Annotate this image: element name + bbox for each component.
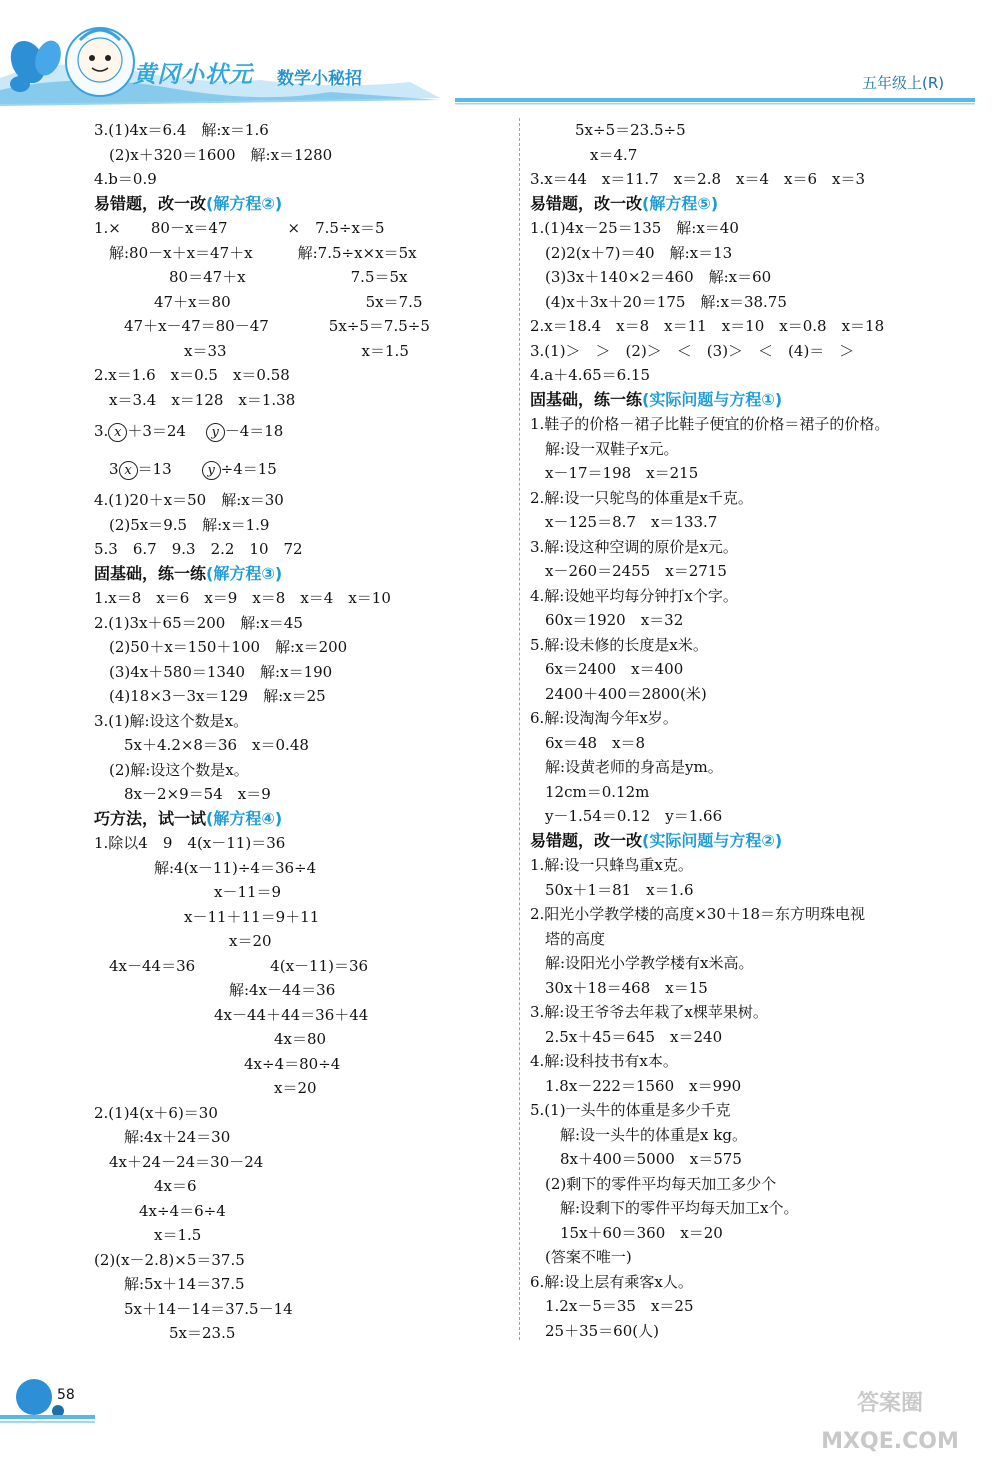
- answer-line: 47＋x－47＝80－47 5x÷5＝7.5÷5: [94, 317, 430, 335]
- section-heading: [94, 192, 514, 217]
- answer-text: －4＝18: [224, 422, 284, 440]
- answer-line: 3.(1)4x＝6.4 解:x＝1.6: [94, 121, 269, 139]
- answer-line: 2.5x＋45＝645 x＝240: [530, 1027, 723, 1046]
- section-heading-tag: (解方程⑤): [642, 193, 719, 213]
- answer-line: 4.解:设科技书有x本。: [530, 1052, 678, 1070]
- answer-line: x＝20: [94, 932, 272, 950]
- answer-line: 塔的高度: [530, 929, 606, 948]
- answer-line: 6.解:设淘淘今年x岁。: [530, 709, 678, 727]
- section-heading-text: 固基础，练一练: [530, 389, 643, 409]
- answer-line: 4x÷4＝80÷4: [94, 1054, 341, 1073]
- answer-line: (3)3x＋140×2＝460 解:x＝60: [530, 268, 772, 286]
- answer-line: 5x＋4.2×8＝36 x＝0.48: [94, 736, 309, 754]
- answer-line: 3.解:设王爷爷去年栽了x棵苹果树。: [530, 1003, 768, 1021]
- answer-line: x＝33 x＝1.5: [94, 341, 409, 360]
- section-heading-text: 巧方法，试一试: [94, 808, 207, 828]
- section-heading-tag: (解方程②): [206, 193, 283, 213]
- page-footer: [0, 1375, 1000, 1468]
- answer-line: 3.解:设这种空调的原价是x元。: [530, 537, 738, 556]
- answer-line: (4)x＋3x＋20＝175 解:x＝38.75: [530, 292, 787, 311]
- answer-line: 4x÷4＝6÷4: [94, 1201, 226, 1220]
- answer-line: x－11＝9: [94, 883, 282, 901]
- answer-line: (答案不唯一): [530, 1248, 632, 1266]
- answer-line: 47＋x＝80 5x＝7.5: [94, 292, 423, 311]
- answer-line: 6.解:设上层有乘客x人。: [530, 1272, 693, 1291]
- answer-line: 15x＋60＝360 x＝20: [530, 1223, 723, 1242]
- answer-line: 3.(1)解:设这个数是x。: [94, 711, 249, 730]
- answer-line: (2)x＋320＝1600 解:x＝1280: [94, 145, 333, 164]
- grade-label: 五年级上(R): [862, 74, 945, 92]
- answer-line: 1.除以4 9 4(x－11)＝36: [94, 834, 286, 852]
- answer-line: [94, 412, 514, 450]
- answer-line: 4x＋24－24＝30－24: [94, 1152, 264, 1171]
- answer-line: 2400＋400＝2800(米): [530, 684, 707, 703]
- section-heading-text: 易错题，改一改: [530, 193, 643, 213]
- answer-line: x＝3.4 x＝128 x＝1.38: [94, 390, 296, 409]
- answer-line: 2.x＝1.6 x＝0.5 x＝0.58: [94, 366, 290, 384]
- column-divider: [519, 118, 520, 1340]
- answer-line: 4.a＋4.65＝6.15: [530, 366, 651, 384]
- answer-line: 解:设黄老师的身高是ym。: [530, 758, 723, 776]
- answer-line: 1.8x－222＝1560 x＝990: [530, 1076, 742, 1095]
- answer-line: 4.b＝0.9: [94, 170, 157, 188]
- answer-line: 5x＋14－14＝37.5－14: [94, 1299, 293, 1318]
- answer-line: 4x－44＝36 4(x－11)＝36: [94, 956, 369, 975]
- section-heading-text: 易错题，改一改: [530, 830, 643, 850]
- answer-line: 解:4(x－11)÷4＝36÷4: [94, 858, 317, 877]
- answer-line: 2.解:设一只鸵鸟的体重是x千克。: [530, 488, 753, 507]
- circled-variable: x: [119, 461, 138, 480]
- answer-line: (2)剩下的零件平均每天加工多少个: [530, 1174, 777, 1193]
- answer-line: 5x＝23.5: [94, 1324, 236, 1342]
- answer-line: (3)4x＋580＝1340 解:x＝190: [94, 662, 333, 681]
- answer-line: 5.(1)一头牛的体重是多少千克: [530, 1101, 731, 1119]
- left-column: [94, 118, 514, 1346]
- brand-subtitle: 数学小秘招: [277, 69, 362, 89]
- brand-title: 黄冈小状元: [133, 62, 253, 88]
- answer-text: ＝13: [137, 460, 202, 478]
- answer-line: 60x＝1920 x＝32: [530, 611, 684, 629]
- answer-line: x－17＝198 x＝215: [530, 464, 699, 482]
- section-heading-text: 易错题，改一改: [94, 193, 207, 213]
- answer-line: 1.× 80－x＝47 × 7.5÷x＝5: [94, 219, 385, 237]
- answer-line: 4x＝6: [94, 1177, 197, 1195]
- answer-text: ＋3＝24: [127, 422, 206, 440]
- answer-line: 5.3 6.7 9.3 2.2 10 72: [94, 540, 303, 558]
- answer-line: 4x－44＋44＝36＋44: [94, 1005, 369, 1024]
- answer-line: 2.x＝18.4 x＝8 x＝11 x＝10 x＝0.8 x＝18: [530, 317, 885, 335]
- answer-line: x－260＝2455 x＝2715: [530, 562, 727, 580]
- answer-line: y－1.54＝0.12 y＝1.66: [530, 807, 723, 825]
- circled-variable: x: [108, 423, 127, 442]
- answer-line: 解:4x＋24＝30: [94, 1128, 231, 1146]
- answer-line: 1.x＝8 x＝6 x＝9 x＝8 x＝4 x＝10: [94, 589, 391, 607]
- answer-line: 50x＋1＝81 x＝1.6: [530, 880, 694, 899]
- circled-variable: y: [202, 461, 221, 480]
- answer-line: [94, 450, 514, 488]
- answer-line: 3.(1)＞ ＞ (2)＞ ＜ (3)＞ ＜ (4)＝ ＞: [530, 341, 855, 360]
- answer-line: 5.解:设未修的长度是x米。: [530, 635, 708, 654]
- answer-line: x－125＝8.7 x＝133.7: [530, 513, 718, 531]
- section-heading-tag: (解方程④): [206, 808, 283, 828]
- section-heading: [530, 388, 970, 413]
- answer-text: ÷4＝15: [220, 460, 277, 478]
- answer-line: x＝20: [94, 1079, 317, 1097]
- right-column: [530, 118, 970, 1343]
- section-heading: [94, 562, 514, 587]
- answer-line: 6x＝48 x＝8: [530, 733, 646, 752]
- watermark: 答案圈 MXQE.COM: [821, 1391, 959, 1454]
- answer-line: 30x＋18＝468 x＝15: [530, 978, 708, 997]
- answer-line: (2)2(x＋7)＝40 解:x＝13: [530, 243, 733, 262]
- answer-line: 解:5x＋14＝37.5: [94, 1275, 245, 1293]
- answer-line: x＝4.7: [530, 145, 638, 164]
- answer-line: 解:80－x＋x＝47＋x 解:7.5÷x×x＝5x: [94, 243, 417, 262]
- answer-line: (2)5x＝9.5 解:x＝1.9: [94, 515, 270, 534]
- answer-line: 25＋35＝60(人): [530, 1321, 659, 1340]
- answer-line: 1.鞋子的价格－裙子比鞋子便宜的价格＝裙子的价格。: [530, 415, 890, 433]
- answer-line: 解:设一头牛的体重是x kg。: [530, 1125, 747, 1144]
- answer-line: 1.2x－5＝35 x＝25: [530, 1297, 694, 1315]
- answer-line: 1.(1)4x－25＝135 解:x＝40: [530, 219, 739, 237]
- answer-line: 3.x＝44 x＝11.7 x＝2.8 x＝4 x＝6 x＝3: [530, 170, 866, 188]
- answer-line: (2)解:设这个数是x。: [94, 760, 249, 779]
- section-heading-tag: (解方程③): [206, 563, 283, 583]
- section-heading-text: 固基础，练一练: [94, 563, 207, 583]
- section-heading: [530, 829, 970, 854]
- page-header: [0, 0, 1000, 112]
- answer-line: 8x＋400＝5000 x＝575: [530, 1150, 742, 1168]
- answer-line: 8x－2×9＝54 x＝9: [94, 785, 271, 803]
- answer-line: 4.(1)20＋x＝50 解:x＝30: [94, 491, 284, 509]
- answer-line: 2.阳光小学教学楼的高度×30＋18＝东方明珠电视: [530, 905, 866, 923]
- answer-line: (4)18×3－3x＝129 解:x＝25: [94, 687, 326, 705]
- page-number: 58: [57, 1387, 75, 1403]
- mascot-icon: [66, 28, 134, 96]
- answer-line: 80＝47＋x 7.5＝5x: [94, 268, 408, 286]
- answer-line: 解:4x－44＝36: [94, 981, 336, 999]
- answer-line: (2)(x－2.8)×5＝37.5: [94, 1250, 245, 1269]
- answer-line: (2)50＋x＝150＋100 解:x＝200: [94, 638, 348, 656]
- answer-line: x－11＋11＝9＋11: [94, 907, 320, 926]
- circled-variable: y: [206, 423, 225, 442]
- section-heading: [530, 192, 970, 217]
- answer-text: 3: [94, 460, 119, 478]
- answer-line: 解:设一双鞋子x元。: [530, 439, 679, 458]
- answer-line: 2.(1)3x＋65＝200 解:x＝45: [94, 613, 303, 632]
- answer-line: 4.解:设她平均每分钟打x个字。: [530, 586, 738, 605]
- section-heading-tag: (实际问题与方程②): [642, 830, 783, 850]
- answer-line: 解:设剩下的零件平均每天加工x个。: [530, 1199, 799, 1217]
- answer-line: 1.解:设一只蜂鸟重x克。: [530, 856, 693, 874]
- section-heading-tag: (实际问题与方程①): [642, 389, 783, 409]
- answer-line: 6x＝2400 x＝400: [530, 660, 684, 678]
- answer-line: 2.(1)4(x＋6)＝30: [94, 1103, 218, 1122]
- section-heading: [94, 807, 514, 832]
- answer-text: 3.: [94, 422, 109, 440]
- answer-line: 5x÷5＝23.5÷5: [530, 121, 686, 139]
- answer-line: x＝1.5: [94, 1226, 202, 1244]
- answer-line: 4x＝80: [94, 1030, 327, 1048]
- answer-line: 解:设阳光小学教学楼有x米高。: [530, 954, 754, 972]
- answer-line: 12cm＝0.12m: [530, 782, 650, 801]
